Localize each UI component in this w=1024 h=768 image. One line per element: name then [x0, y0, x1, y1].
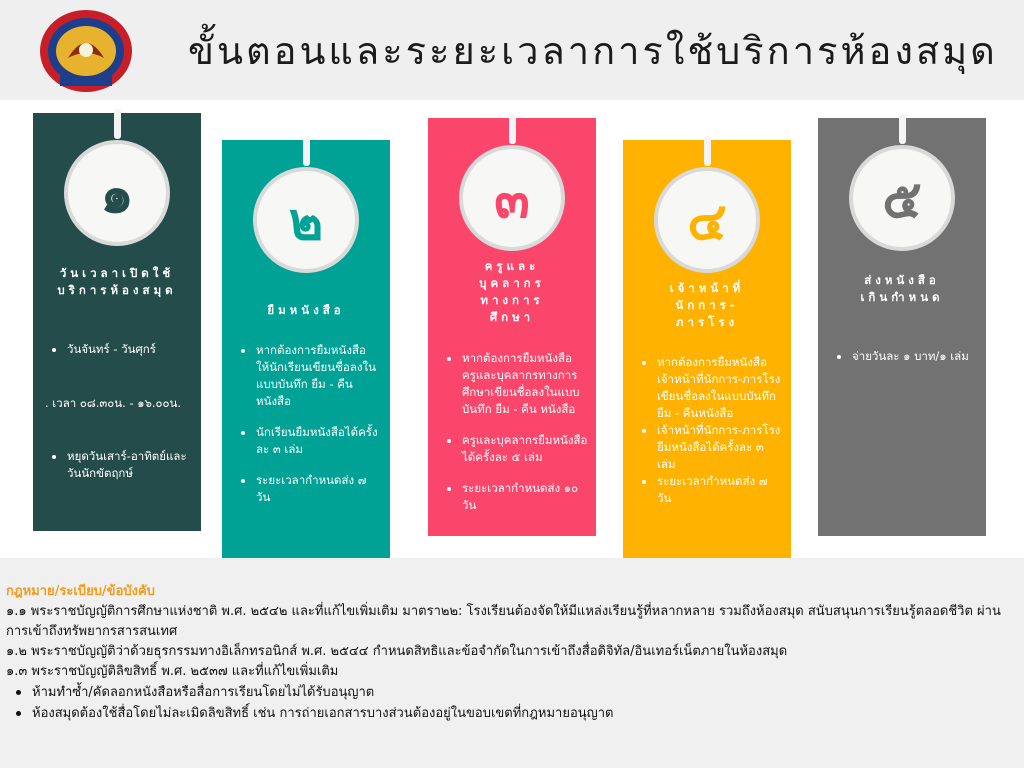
- step-list: [830, 348, 978, 379]
- step-heading: ครูและบุคลากรทางการศึกษา: [479, 259, 545, 324]
- step-card-2: [222, 140, 390, 558]
- step-number-circle: ๒: [253, 167, 359, 273]
- law-section: [0, 558, 1024, 768]
- step-card-3: [428, 118, 596, 536]
- hanger-line: [509, 114, 516, 144]
- opening-hours-text: . เวลา ๐๘.๓๐น. - ๑๖.๐๐น.: [45, 396, 182, 410]
- step-list: [45, 341, 193, 372]
- step-number-circle: ๑: [64, 140, 170, 246]
- step-heading: ยืมหนังสือ: [267, 303, 345, 317]
- step-card-5: [818, 118, 986, 536]
- hanger-line: [704, 136, 711, 166]
- list-item: ระยะเวลากำหนดส่ง ๗ วัน: [234, 472, 382, 506]
- law-line: ๑.๒ พระราชบัญญัติว่าด้วยธุรกรรมทางอิเล็กทรอนิกส์ พ.ศ. ๒๕๔๔ กำหนดสิทธิและข้อจำกัดในการเข้าถึงสื่อดิจิทัล/อินเทอร์เน็ตภายในห้องสมุด: [6, 644, 788, 659]
- law-bullet: ห้ามทำซ้ำ/คัดลอกหนังสือหรือสื่อการเรียนโดยไม่ได้รับอนุญาต: [6, 682, 1018, 703]
- list-item: หยุดวันเสาร์-อาทิตย์และวันนักขัตฤกษ์: [45, 448, 193, 482]
- step-list: [440, 350, 588, 528]
- law-title: กฎหมาย/ระเบียบ/ข้อบังคับ: [6, 584, 155, 599]
- hanger-line: [899, 114, 906, 144]
- step-heading: ส่งหนังสือเกินกำหนด: [860, 273, 944, 304]
- hanger-line: [303, 136, 310, 166]
- step-heading: เจ้าหน้าที่นักการ-ภารโรง: [669, 281, 745, 329]
- law-line: ๑.๑ พระราชบัญญัติการศึกษาแห่งชาติ พ.ศ. ๒๕๔๒ และที่แก้ไขเพิ่มเติม มาตรา๒๒: โรงเรียนต้องจัดให้มีแหล่งเรียนรู้ที่หลากหลาย รวมถึงห้องสมุด สนับสนุนการเรียนรู้ตลอดชีวิต ผ่านการเข้าถึงทรัพยากรสารสนเทศ: [6, 604, 1001, 639]
- list-item: หากต้องการยืมหนังสือ ให้นักเรียนเขียนชื่อลงในแบบบันทึก ยืม - คืนหนังสือ: [234, 342, 382, 410]
- law-line: ๑.๓ พระราชบัญญัติลิขสิทธิ์ พ.ศ. ๒๕๓๗ และที่แก้ไขเพิ่มเติม: [6, 664, 339, 679]
- step-list: [635, 354, 783, 521]
- law-bullet: ห้องสมุดต้องใช้สื่อโดยไม่ละเมิดลิขสิทธิ์ เช่น การถ่ายเอกสารบางส่วนต้องอยู่ในขอบเขตที่กฎหมายอนุญาต: [6, 703, 1018, 724]
- page-title: ขั้นตอนและระยะเวลาการใช้บริการห้องสมุด: [188, 29, 998, 73]
- step-number-circle: ๔: [654, 167, 760, 273]
- step-card-1: [33, 113, 201, 531]
- law-bullet-list: [6, 682, 1018, 724]
- step-number-circle: ๕: [849, 145, 955, 251]
- list-item: ครูและบุคลากรยืมหนังสือได้ครั้งละ ๕ เล่ม: [440, 432, 588, 466]
- list-item: ระยะเวลากำหนดส่ง ๗ วัน: [635, 473, 783, 507]
- list-item: หากต้องการยืมหนังสือเจ้าหน้าที่นักการ-ภารโรงเขียนชื่อลงในแบบบันทึก ยืม - คืนหนังสือ: [635, 354, 783, 422]
- list-item: ระยะเวลากำหนดส่ง ๑๐ วัน: [440, 480, 588, 514]
- step-list: [45, 448, 193, 496]
- list-item: หากต้องการยืมหนังสือ ครูและบุคลากรทางการศึกษาเขียนชื่อลงในแบบบันทึก ยืม - คืน หนังสือ: [440, 350, 588, 418]
- list-item: จ่ายวันละ ๑ บาท/๑ เล่ม: [830, 348, 978, 365]
- list-item: วันจันทร์ - วันศุกร์: [45, 341, 193, 358]
- step-number-circle: ๓: [459, 145, 565, 251]
- list-item: นักเรียนยืมหนังสือได้ครั้งละ ๓ เล่ม: [234, 424, 382, 458]
- school-emblem-logo: [38, 8, 134, 94]
- list-item: เจ้าหน้าที่นักการ-ภารโรง ยืมหนังสือได้ครั้งละ ๓ เล่ม: [635, 422, 783, 473]
- hanger-line: [114, 109, 121, 139]
- header-banner: [0, 0, 1024, 100]
- step-card-4: [623, 140, 791, 558]
- step-heading: วันเวลาเปิดใช้บริการห้องสมุด: [57, 266, 177, 297]
- step-list: [234, 342, 382, 520]
